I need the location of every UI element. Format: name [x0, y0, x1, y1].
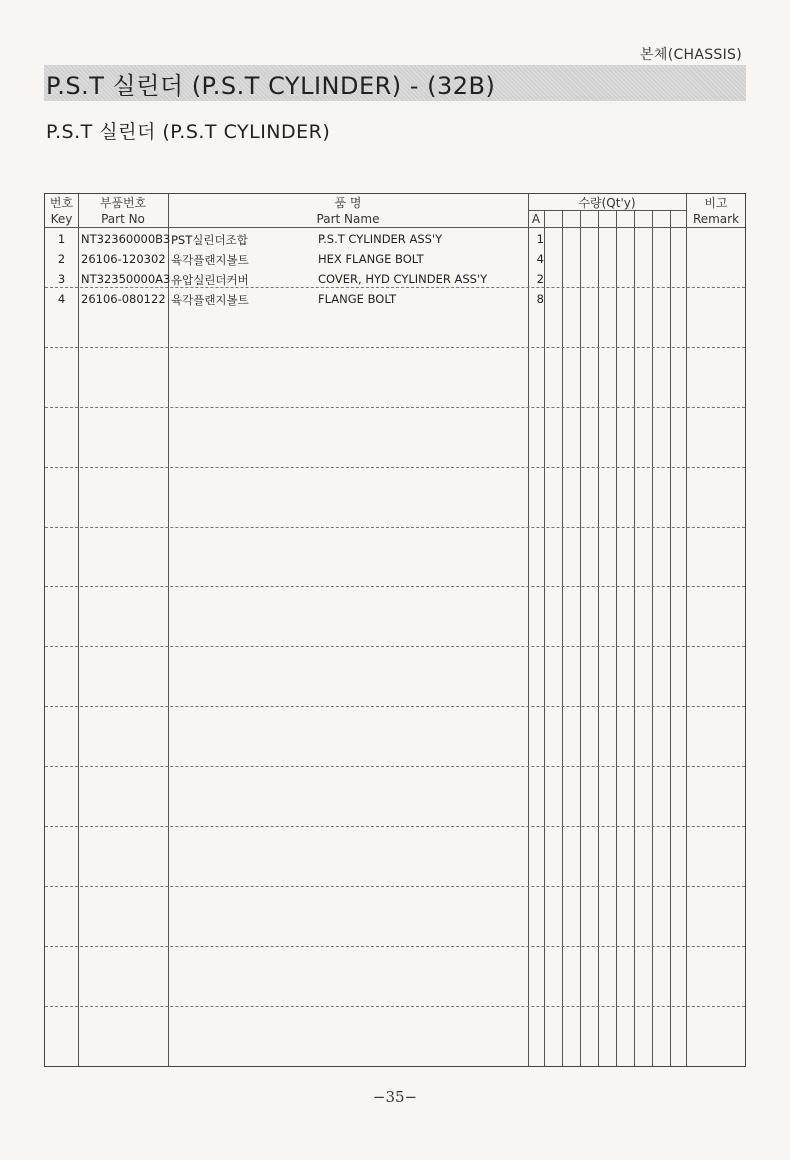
row-1-name-kr: PST실린더조합 — [171, 233, 248, 247]
row-2-name-kr: 육각플랜지볼트 — [171, 253, 249, 267]
col-divider — [580, 210, 581, 1066]
header-key-kr: 번호 — [49, 196, 74, 210]
row-divider — [45, 407, 745, 408]
row-2-name-en: HEX FLANGE BOLT — [318, 252, 424, 266]
row-1-key: 1 — [57, 232, 66, 246]
row-divider — [45, 467, 745, 468]
row-divider — [45, 646, 745, 647]
subtitle: P.S.T 실린더 (P.S.T CYLINDER) — [46, 121, 331, 143]
row-divider — [45, 287, 745, 288]
col-divider — [168, 194, 169, 1066]
header-qty-col-a: A — [531, 212, 541, 226]
col-divider — [616, 210, 617, 1066]
header-key-en: Key — [50, 212, 73, 226]
row-3-qty: 2 — [536, 272, 544, 286]
header-partno-kr: 부품번호 — [99, 196, 147, 210]
page-title: P.S.T 실린더 (P.S.T CYLINDER) - (32B) — [46, 72, 496, 100]
row-3-name-kr: 유압실린더커버 — [171, 273, 249, 287]
header-rule — [45, 227, 745, 228]
col-divider — [528, 194, 529, 1066]
row-1-name-en: P.S.T CYLINDER ASS'Y — [318, 232, 443, 246]
row-4-part-no: 26106-080122 — [81, 292, 166, 306]
row-4-qty: 8 — [536, 292, 544, 306]
row-divider — [45, 886, 745, 887]
header-remark-kr: 비고 — [704, 196, 728, 210]
col-divider — [562, 210, 563, 1066]
col-divider — [686, 194, 687, 1066]
header-name-en: Part Name — [316, 212, 380, 226]
row-2-key: 2 — [57, 252, 66, 266]
header-remark-en: Remark — [692, 212, 740, 226]
row-divider — [45, 826, 745, 827]
section-label: 본체(CHASSIS) — [640, 47, 742, 63]
page-number: −35− — [372, 1088, 418, 1106]
row-divider — [45, 527, 745, 528]
header-partno-en: Part No — [101, 212, 145, 226]
row-2-qty: 4 — [536, 252, 544, 266]
col-divider — [598, 210, 599, 1066]
row-4-name-kr: 육각플랜지볼트 — [171, 293, 249, 307]
row-3-key: 3 — [57, 272, 66, 286]
row-2-part-no: 26106-120302 — [81, 252, 166, 266]
header-qty-kr: 수량(Qt'y) — [578, 196, 636, 210]
row-divider — [45, 1006, 745, 1007]
header-name-kr: 품 명 — [334, 196, 362, 210]
row-divider — [45, 946, 745, 947]
row-divider — [45, 347, 745, 348]
row-4-name-en: FLANGE BOLT — [318, 292, 397, 306]
row-1-part-no: NT32360000B3 — [81, 232, 171, 246]
col-divider — [634, 210, 635, 1066]
row-4-key: 4 — [57, 292, 66, 306]
row-1-qty: 1 — [536, 232, 544, 246]
col-divider — [544, 210, 545, 1066]
row-3-name-en: COVER, HYD CYLINDER ASS'Y — [318, 272, 488, 286]
col-divider — [78, 194, 79, 1066]
parts-table — [44, 193, 746, 1067]
col-divider — [670, 210, 671, 1066]
col-divider — [652, 210, 653, 1066]
row-3-part-no: NT32350000A3 — [81, 272, 171, 286]
row-divider — [45, 706, 745, 707]
row-divider — [45, 586, 745, 587]
row-divider — [45, 766, 745, 767]
